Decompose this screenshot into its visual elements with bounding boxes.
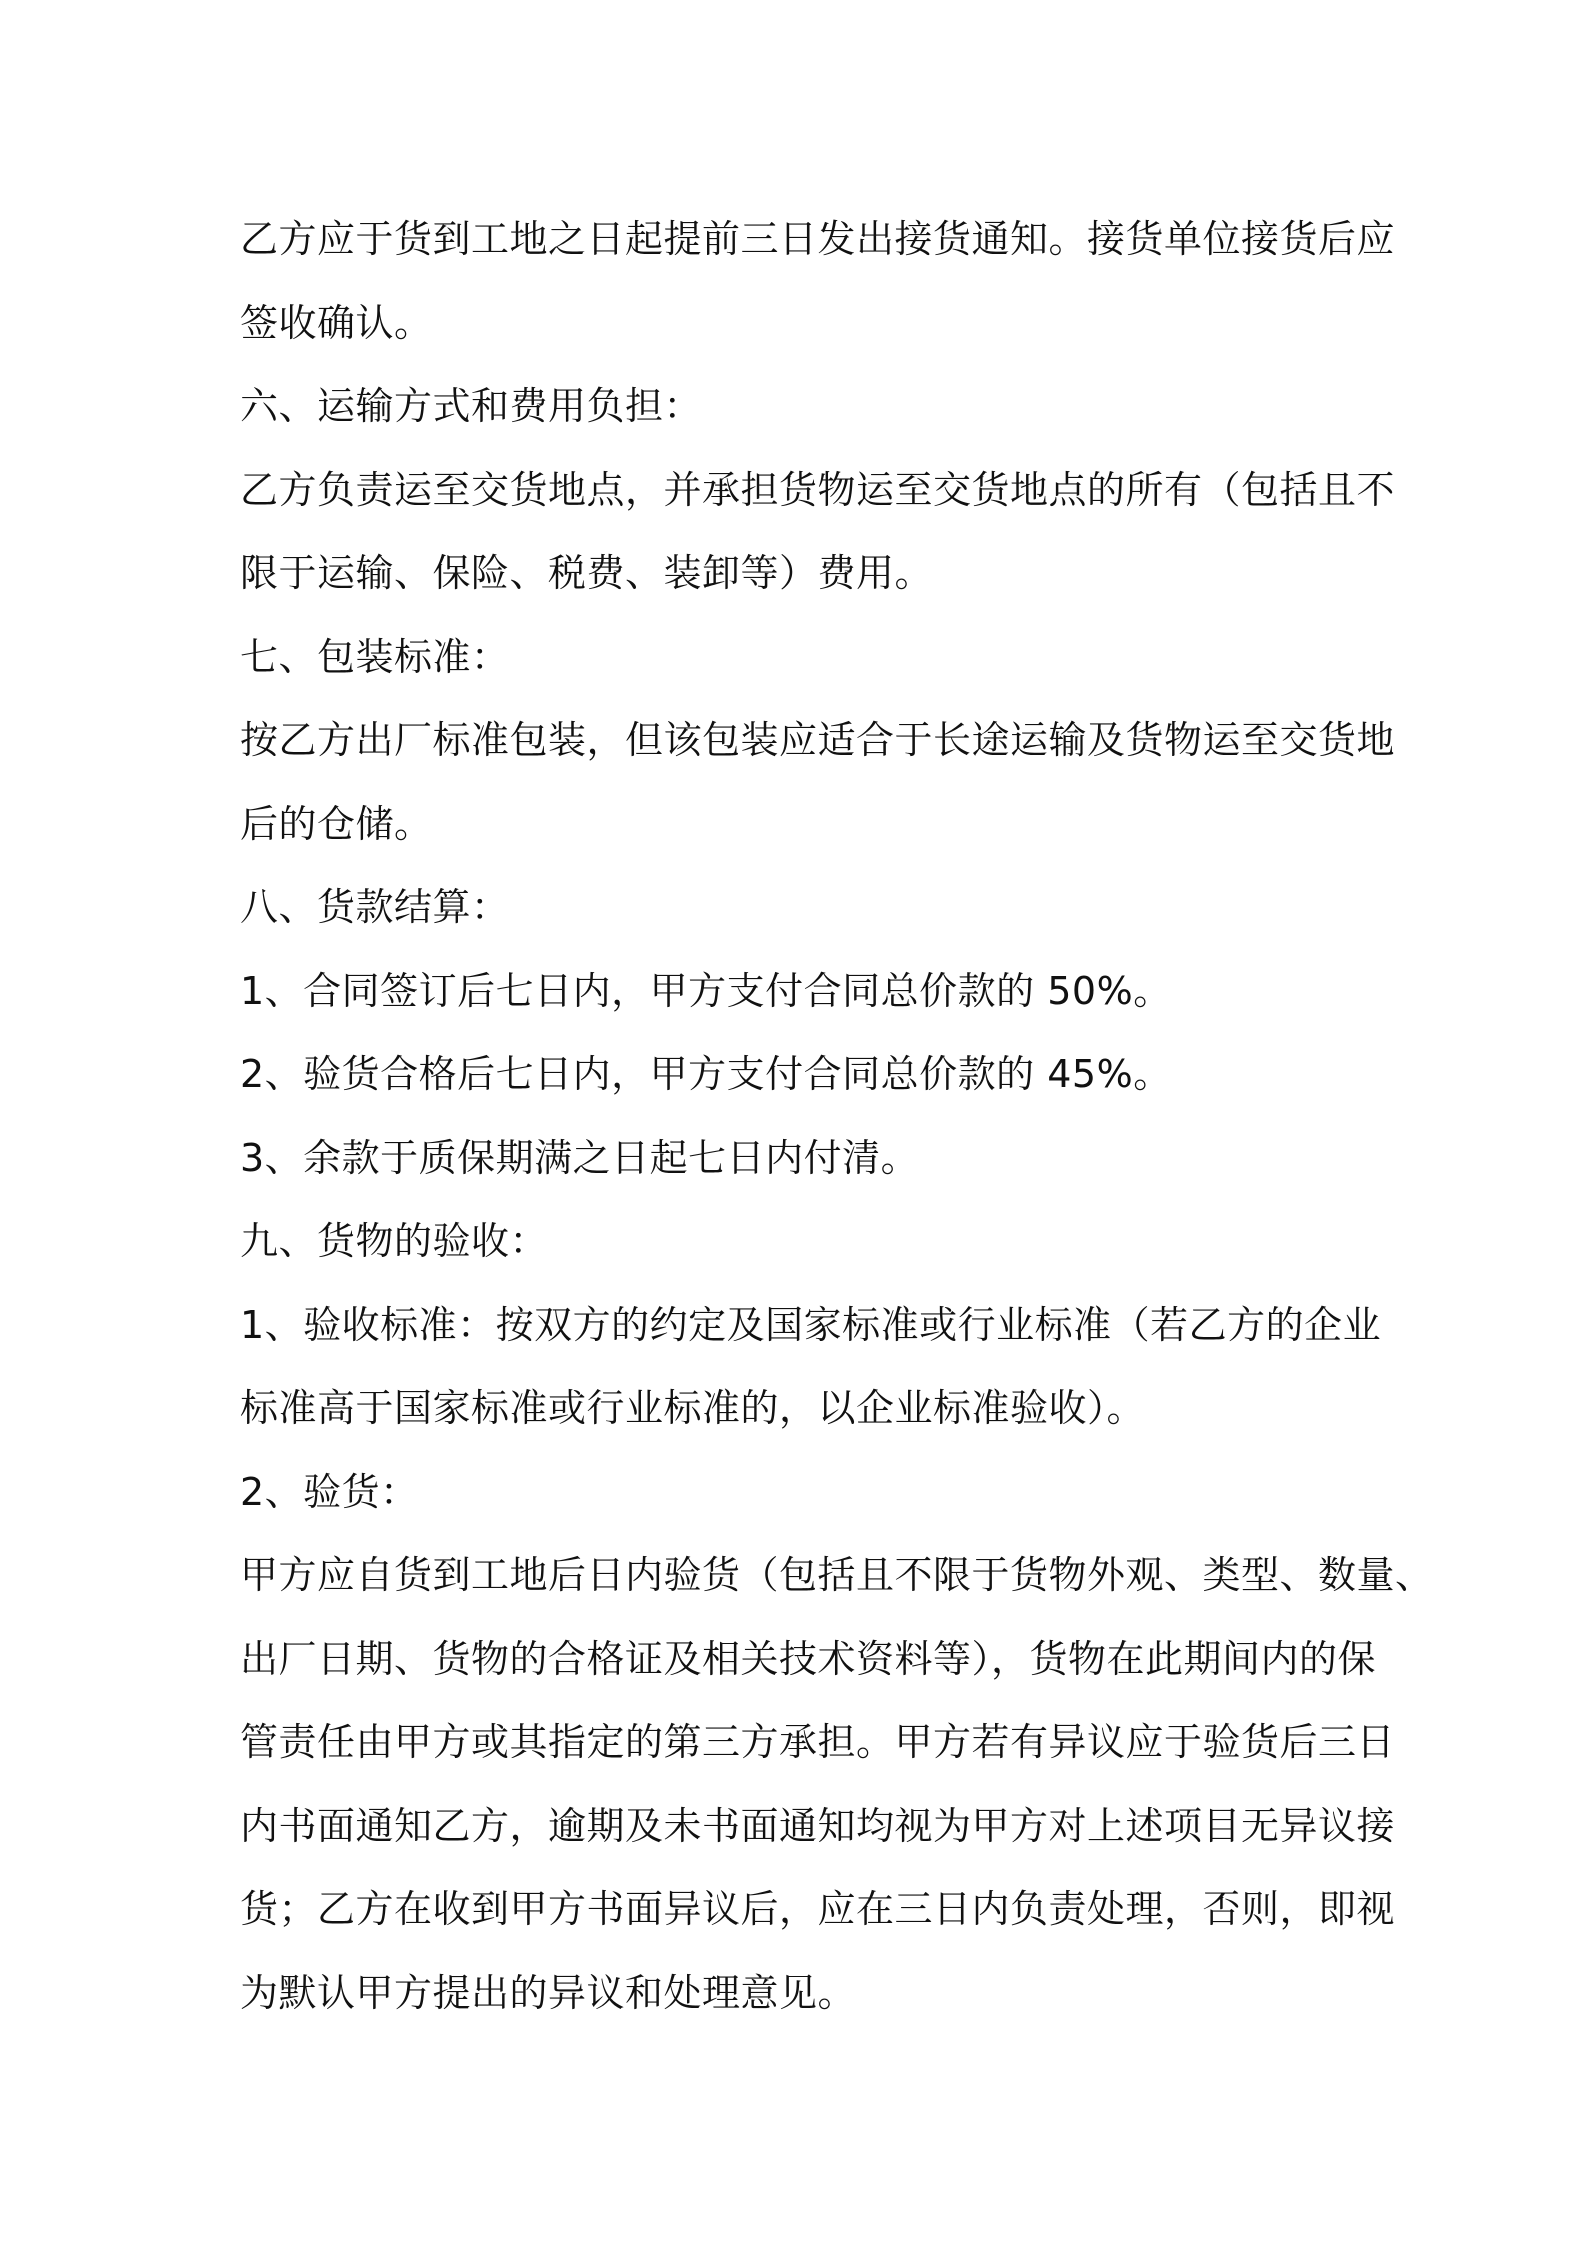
list-item-payment-1: 1、合同签订后七日内，甲方支付合同总价款的 50%。 xyxy=(240,968,1172,1013)
text-line: 乙方负责运至交货地点，并承担货物运至交货地点的所有（包括且不 xyxy=(240,467,1396,512)
list-item-payment-2: 2、验货合格后七日内，甲方支付合同总价款的 45%。 xyxy=(240,1052,1172,1096)
section-heading-packaging: 七、包装标准： xyxy=(240,634,510,679)
text-line: 管责任由甲方或其指定的第三方承担。甲方若有异议应于验货后三日 xyxy=(240,1720,1396,1764)
text-line: 出厂日期、货物的合格证及相关技术资料等），货物在此期间内的保 xyxy=(240,1636,1377,1681)
section-heading-payment: 八、货款结算： xyxy=(240,885,510,929)
text-line: 乙方应于货到工地之日起提前三日发出接货通知。接货单位接货后应 xyxy=(240,217,1396,261)
section-heading-transport: 六、运输方式和费用负担： xyxy=(240,384,703,428)
list-item-acceptance-1: 1、验收标准：按双方的约定及国家标准或行业标准（若乙方的企业 xyxy=(240,1302,1382,1347)
text-line: 按乙方出厂标准包装，但该包装应适合于长途运输及货物运至交货地 xyxy=(240,718,1396,762)
text-line: 为默认甲方提出的异议和处理意见。 xyxy=(240,1970,857,2015)
text-line: 标准高于国家标准或行业标准的，以企业标准验收）。 xyxy=(240,1386,1146,1430)
document-body xyxy=(240,198,1434,2035)
text-line: 内书面通知乙方，逾期及未书面通知均视为甲方对上述项目无异议接 xyxy=(240,1803,1396,1848)
text-line: 后的仓储。 xyxy=(240,801,433,846)
text-line: 甲方应自货到工地后日内验货（包括且不限于货物外观、类型、数量、 xyxy=(240,1553,1434,1597)
list-item-acceptance-2: 2、验货： xyxy=(240,1469,419,1514)
list-item-payment-3: 3、余款于质保期满之日起七日内付清。 xyxy=(240,1135,920,1180)
text-line: 限于运输、保险、税费、装卸等）费用。 xyxy=(240,551,934,595)
text-line: 货；乙方在收到甲方书面异议后，应在三日内负责处理，否则，即视 xyxy=(240,1887,1396,1931)
section-heading-acceptance: 九、货物的验收： xyxy=(240,1219,549,1263)
text-line: 签收确认。 xyxy=(240,300,433,345)
